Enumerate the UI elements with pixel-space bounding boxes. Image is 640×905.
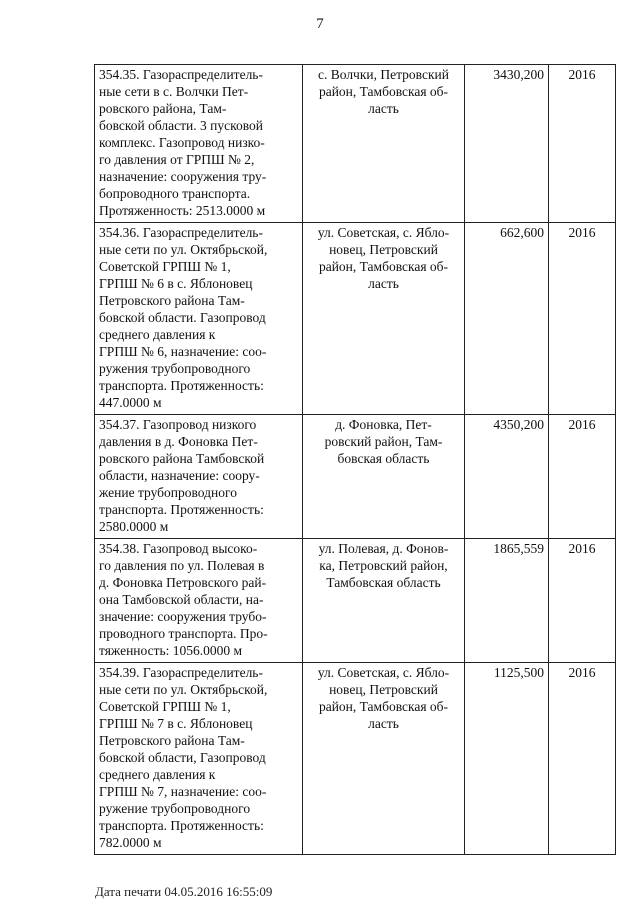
year-cell: 2016 — [549, 223, 616, 415]
location-cell: ул. Советская, с. Ябло- новец, Петровский район, Тамбовская об- ласть — [303, 223, 465, 415]
year-cell: 2016 — [549, 663, 616, 855]
location-cell: ул. Советская, с. Ябло- новец, Петровский район, Тамбовская об- ласть — [303, 663, 465, 855]
location-cell: ул. Полевая, д. Фонов- ка, Петровский район, Тамбовская область — [303, 539, 465, 663]
value-cell: 4350,200 — [465, 415, 549, 539]
table-row — [95, 539, 616, 663]
object-description-cell: 354.36. Газораспределитель- ные сети по ул. Октябрьской, Советской ГРПШ № 1, ГРПШ № 6 в с. Яблоновец Петровского района Там- бовской области. Газопровод среднего давления к ГРПШ № 6, назначение: соо- ружения трубопроводного транспорта. Протяженность: 447.0000 м — [95, 223, 303, 415]
table-row — [95, 415, 616, 539]
page-number: 7 — [316, 16, 324, 32]
print-date: Дата печати 04.05.2016 16:55:09 — [95, 884, 273, 899]
location-cell: с. Волчки, Петровский район, Тамбовская об- ласть — [303, 65, 465, 223]
table-row — [95, 223, 616, 415]
value-cell: 1865,559 — [465, 539, 549, 663]
value-cell: 662,600 — [465, 223, 549, 415]
object-description-cell: 354.39. Газораспределитель- ные сети по ул. Октябрьской, Советской ГРПШ № 1, ГРПШ № 7 в с. Яблоновец Петровского района Там- бовской области, Газопровод среднего давления к ГРПШ № 7, назначение: соо- ружение трубопроводного транспорта. Протяженность: 782.0000 м — [95, 663, 303, 855]
object-description-cell: 354.35. Газораспределитель- ные сети в с. Волчки Пет- ровского района, Там- бовской области. 3 пусковой комплекс. Газопровод низко- го давления от ГРПШ № 2, назначение: сооружения тру- бопроводного транспорта. Протяженность: 2513.0000 м — [95, 65, 303, 223]
table-row — [95, 65, 616, 223]
year-cell: 2016 — [549, 65, 616, 223]
year-cell: 2016 — [549, 415, 616, 539]
table-row — [95, 663, 616, 855]
value-cell: 1125,500 — [465, 663, 549, 855]
value-cell: 3430,200 — [465, 65, 549, 223]
location-cell: д. Фоновка, Пет- ровский район, Там- бовская область — [303, 415, 465, 539]
property-register-table — [94, 64, 616, 855]
year-cell: 2016 — [549, 539, 616, 663]
object-description-cell: 354.38. Газопровод высоко- го давления по ул. Полевая в д. Фоновка Петровского рай- она Тамбовской области, на- значение: сооружения трубо- проводного транспорта. Про- тяженность: 1056.0000 м — [95, 539, 303, 663]
object-description-cell: 354.37. Газопровод низкого давления в д. Фоновка Пет- ровского района Тамбовской области, назначение: соору- жение трубопроводного транспорта. Протяженность: 2580.0000 м — [95, 415, 303, 539]
